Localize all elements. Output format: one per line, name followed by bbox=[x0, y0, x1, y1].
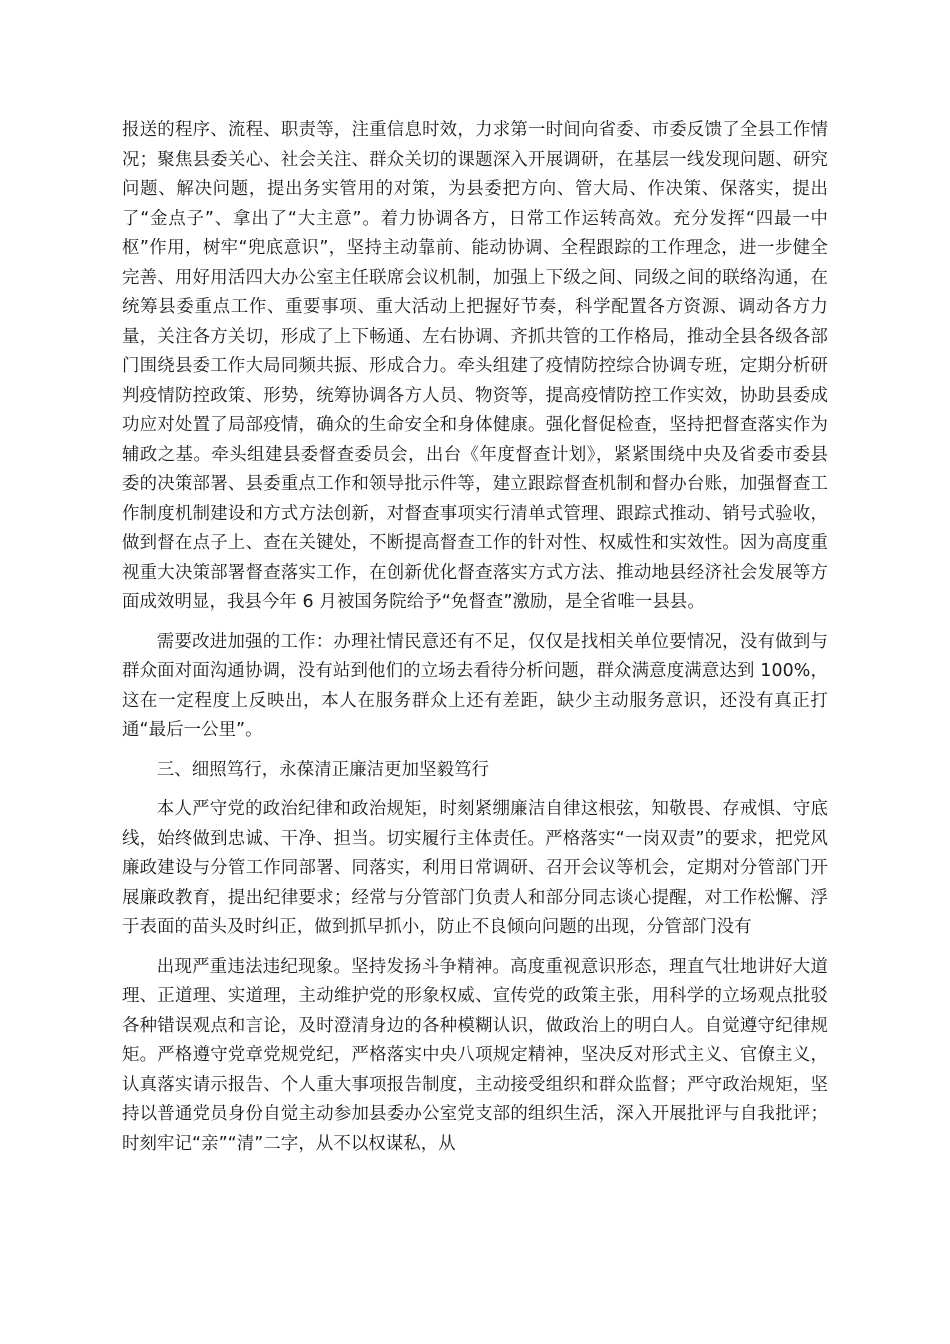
section-heading-3: 三、细照笃行，永葆清正廉洁更加坚毅笃行 bbox=[156, 759, 490, 780]
paragraph-improvements: 需要改进加强的工作：办理社情民意还有不足，仅仅是找相关单位要情况，没有做到与群众面对面沟通协调，没有站到他们的立场去看待分析问题，群众满意度满意达到 100%，这在一定程度上反映出，本人在服务群众上还有差距，缺少主动服务意识，还没有真正打通“最后一公里”。 bbox=[122, 631, 828, 740]
paragraph-discipline: 本人严守党的政治纪律和政治规矩，时刻紧绷廉洁自律这根弦，知敬畏、存戒惧、守底线，始终做到忠诚、干净、担当。切实履行主体责任。严格落实“一岗双责”的要求，把党风廉政建设与分管工作同部署、同落实，利用日常调研、召开会议等机会，定期对分管部门开展廉政教育，提出纪律要求；经常与分管部门负责人和部分同志谈心提醒，对工作松懈、浮于表面的苗头及时纠正，做到抓早抓小，防止不良倾向问题的出现，分管部门没有 bbox=[122, 799, 828, 937]
paragraph-work-summary: 报送的程序、流程、职责等，注重信息时效，力求第一时间向省委、市委反馈了全县工作情况；聚焦县委关心、社会关注、群众关切的课题深入开展调研，在基层一线发现问题、研究问题、解决问题，提出务实管用的对策，为县委把方向、管大局、作决策、保落实，提出了“金点子”、拿出了“大主意”。着力协调各方，日常工作运转高效。充分发挥“四最一中枢”作用，树牢“兜底意识”，坚持主动靠前、能动协调、全程跟踪的工作理念，进一步健全完善、用好用活四大办公室主任联席会议机制，加强上下级之间、同级之间的联络沟通，在统筹县委重点工作、重要事项、重大活动上把握好节奏，科学配置各方资源、调动各方力量，关注各方关切，形成了上下畅通、左右协调、齐抓共管的工作格局，推动全县各级各部门围绕县委工作大局同频共振、形成合力。牵头组建了疫情防控综合协调专班，定期分析研判疫情防控政策、形势，统筹协调各方人员、物资等，提高疫情防控工作实效，协助县委成功应对处置了局部疫情，确众的生命安全和身体健康。强化督促检查，坚持把督查落实作为辅政之基。牵头组建县委督查委员会，出台《年度督查计划》，紧紧围绕中央及省委市委县委的决策部署、县委重点工作和领导批示件等，建立跟踪督查机制和督办台账，加强督查工作制度机制建设和方式方法创新，对督查事项实行清单式管理、跟踪式推动、销号式验收，做到督在点子上、查在关键处，不断提高督查工作的针对性、权威性和实效性。因为高度重视重大决策部署督查落实工作，在创新优化督查落实方式方法、推动地县经济社会发展等方面成效明显，我县今年 6 月被国务院给予“免督查”激励，是全省唯一县县。 bbox=[122, 120, 828, 612]
document-page bbox=[122, 116, 828, 1159]
paragraph-struggle-spirit: 出现严重违法违纪现象。坚持发扬斗争精神。高度重视意识形态，理直气壮地讲好大道理、正道理、实道理，主动维护党的形象权威、宣传党的政策主张，用科学的立场观点批驳各种错误观点和言论，及时澄清身边的各种模糊认识，做政治上的明白人。自觉遵守纪律规矩。严格遵守党章党规党纪，严格落实中央八项规定精神，坚决反对形式主义、官僚主义，认真落实请示报告、个人重大事项报告制度，主动接受组织和群众监督；严守政治规矩，坚持以普通党员身份自觉主动参加县委办公室党支部的组织生活，深入开展批评与自我批评；时刻牢记“亲”“清”二字，从不以权谋私，从 bbox=[122, 956, 828, 1154]
